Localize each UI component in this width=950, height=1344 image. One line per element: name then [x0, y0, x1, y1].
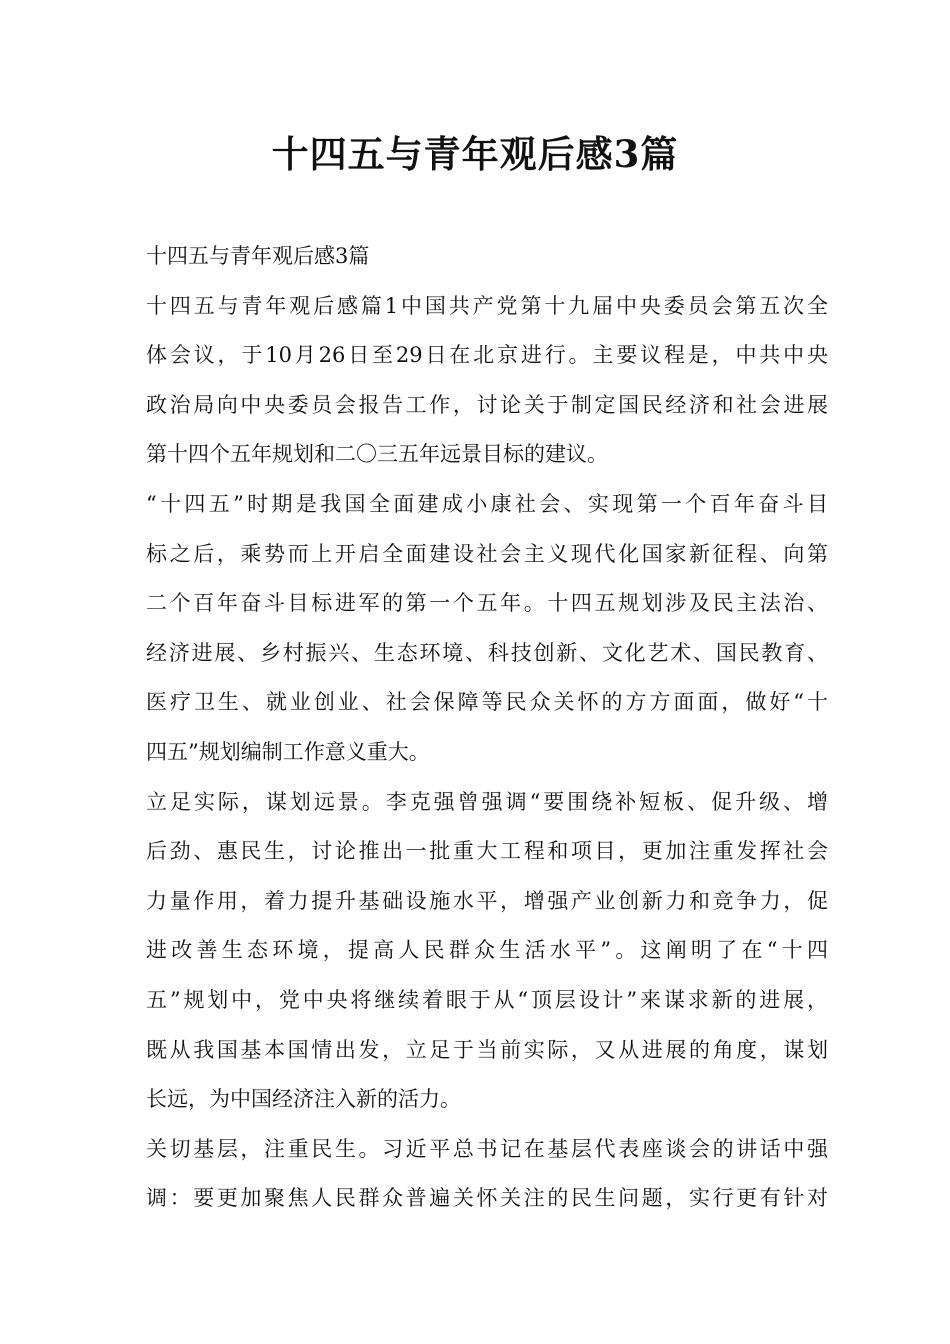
paragraph-line: 力量作用，着力提升基础设施水平，增强产业创新力和竞争力，促 — [146, 888, 828, 913]
document-body — [146, 232, 828, 1224]
paragraph-line: 关切基层，注重民生。习近平总书记在基层代表座谈会的讲话中强 — [146, 1136, 828, 1161]
paragraph-line: 长远，为中国经济注入新的活力。 — [146, 1087, 461, 1112]
paragraph-line: 五”规划中，党中央将继续着眼于从“顶层设计”来谋求新的进展， — [146, 987, 828, 1012]
paragraph-line: 体会议，于10月26日至29日在北京进行。主要议程是，中共中央 — [146, 343, 828, 368]
paragraph-line: 立足实际，谋划远景。李克强曾强调“要围绕补短板、促升级、增 — [146, 789, 828, 814]
paragraph-line: 十四五与青年观后感篇1中国共产党第十九届中央委员会第五次全 — [146, 293, 828, 318]
paragraph-line: 医疗卫生、就业创业、社会保障等民众关怀的方方面面，做好“十 — [146, 690, 828, 715]
paragraph-line: 第十四个五年规划和二〇三五年远景目标的建议。 — [146, 442, 608, 467]
document-title: 十四五与青年观后感3篇 — [271, 132, 679, 176]
paragraph-line: 进改善生态环境，提高人民群众生活水平”。这阐明了在“十四 — [146, 938, 828, 963]
paragraph-line: 后劲、惠民生，讨论推出一批重大工程和项目，更加注重发挥社会 — [146, 839, 828, 864]
paragraph-line: 经济进展、乡村振兴、生态环境、科技创新、文化艺术、国民教育、 — [146, 640, 828, 665]
paragraph-line: 四五”规划编制工作意义重大。 — [146, 739, 430, 764]
subtitle-line: 十四五与青年观后感3篇 — [146, 244, 370, 268]
paragraph-line: 既从我国基本国情出发，立足于当前实际，又从进展的角度，谋划 — [146, 1037, 828, 1062]
paragraph-line: “十四五”时期是我国全面建成小康社会、实现第一个百年奋斗目 — [146, 491, 828, 516]
paragraph-line: 标之后，乘势而上开启全面建设社会主义现代化国家新征程、向第 — [146, 541, 828, 566]
paragraph-line: 调：要更加聚焦人民群众普遍关怀关注的民生问题，实行更有针对 — [146, 1186, 828, 1211]
paragraph-line: 二个百年奋斗目标进军的第一个五年。十四五规划涉及民主法治、 — [146, 591, 828, 616]
paragraph-line: 政治局向中央委员会报告工作，讨论关于制定国民经济和社会进展 — [146, 392, 828, 417]
